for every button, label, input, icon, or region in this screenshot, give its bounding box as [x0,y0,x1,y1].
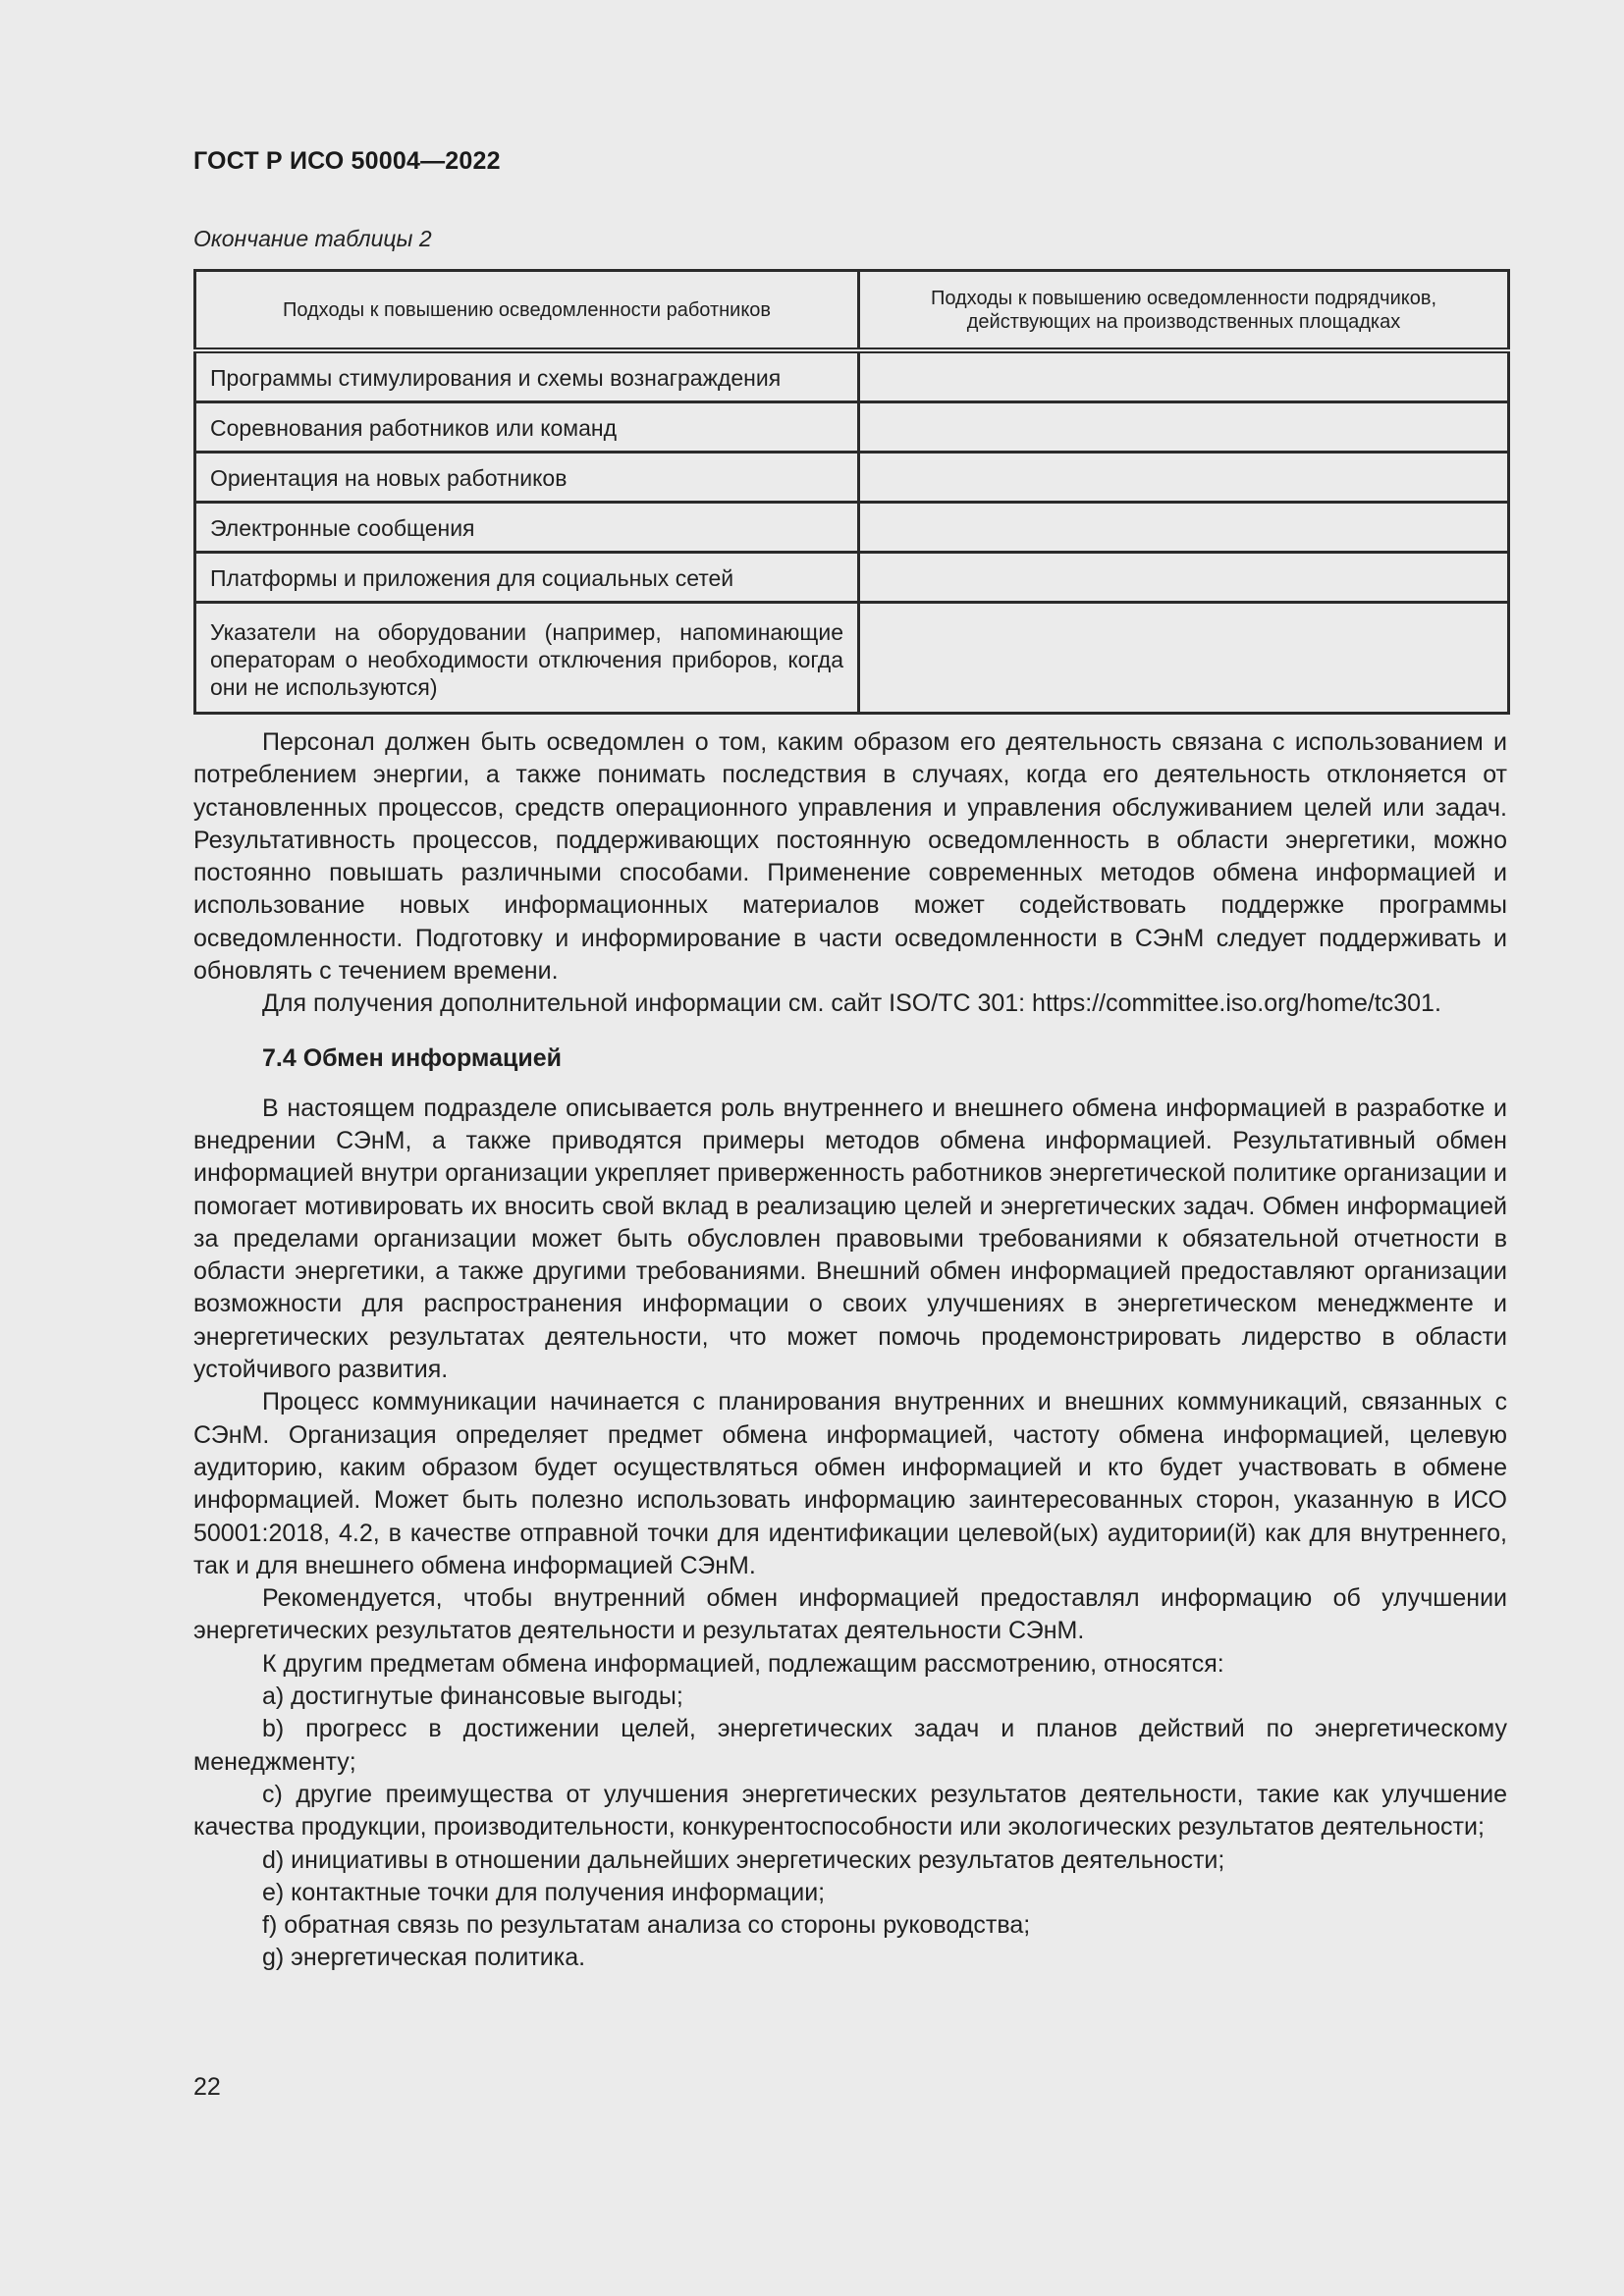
table-row [195,503,1509,553]
list-item: a) достигнутые финансовые выгоды; [262,1682,683,1711]
list-item: f) обратная связь по результатам анализа со стороны руководства; [262,1911,1031,1940]
list-item: g) энергетическая политика. [262,1944,586,1972]
page-number: 22 [193,2073,221,2101]
paragraph: К другим предметам обмена информацией, подлежащим рассмотрению, относятся: [262,1649,1224,1678]
table-caption: Окончание таблицы 2 [193,226,432,251]
awareness-table [193,269,1510,715]
table-row [195,350,1509,402]
column-header-employees: Подходы к повышению осведомленности работников [195,271,859,351]
paragraph: Рекомендуется, чтобы внутренний обмен информацией предоставлял информацию об улучшении энергетических результатов деятельности и результатах деятельности СЭнМ. [193,1584,1507,1645]
table-row [195,553,1509,603]
table-cell: Соревнования работников или команд [195,402,859,453]
table-cell-empty [859,350,1509,402]
table-cell-empty [859,402,1509,453]
standard-header: ГОСТ Р ИСО 50004—2022 [193,147,501,175]
column-header-contractors: Подходы к повышению осведомленности подрядчиков, действующих на производственных площадках [859,271,1509,351]
table-row [195,603,1509,714]
table-cell-empty [859,553,1509,603]
table-cell-empty [859,453,1509,503]
paragraph: Персонал должен быть осведомлен о том, каким образом его деятельность связана с использованием и потреблением энергии, а также понимать последствия в случаях, когда его деятельность отклоняется от установленных процессов, средств операционного управления и управления обслуживанием целей или задач. Результативность процессов, поддерживающих постоянную осведомленность в области энергетики, можно постоянно повышать различными способами. Применение современных методов обмена информацией и использование новых информационных материалов может содействовать поддержке программы осведомленности. Подготовку и информирование в части осведомленности в СЭнМ следует поддерживать и обновлять с течением времени. [193,728,1507,986]
table-cell-empty [859,503,1509,553]
table-cell: Электронные сообщения [195,503,859,553]
table-header-row [195,271,1509,351]
section-heading: 7.4 Обмен информацией [262,1043,563,1072]
paragraph: Процесс коммуникации начинается с планирования внутренних и внешних коммуникаций, связанных с СЭнМ. Организация определяет предмет обмена информацией, частоту обмена информацией, целевую аудиторию, каким образом будет осуществляться обмен информацией и кто будет участвовать в обмене информацией. Может быть полезно использовать информацию заинтересованных сторон, указанную в ИСО 50001:2018, 4.2, в качестве отправной точки для идентификации целевой(ых) аудитории(й) как для внутреннего, так и для внешнего обмена информацией СЭнМ. [193,1388,1507,1579]
table-cell: Указатели на оборудовании (например, напоминающие операторам о необходимости отключения приборов, когда они не используются) [195,603,859,714]
table-cell: Ориентация на новых работников [195,453,859,503]
list-item: d) инициативы в отношении дальнейших энергетических результатов деятельности; [262,1845,1225,1874]
body-text [193,726,1507,1975]
table-row [195,402,1509,453]
table-cell: Платформы и приложения для социальных сетей [195,553,859,603]
list-item: c) другие преимущества от улучшения энергетических результатов деятельности, такие как улучшение качества продукции, производительности, конкурентоспособности или экологических результатов деятельности; [193,1780,1507,1842]
table-cell-empty [859,603,1509,714]
table-row [195,453,1509,503]
list-item: e) контактные точки для получения информации; [262,1878,826,1906]
paragraph: Для получения дополнительной информации см. сайт ISO/TC 301: https://committee.iso.org/home/tc301. [262,989,1441,1018]
paragraph: В настоящем подразделе описывается роль внутреннего и внешнего обмена информацией в разработке и внедрении СЭнМ, а также приводятся примеры методов обмена информацией. Результативный обмен информацией внутри организации укрепляет приверженность работников энергетической политике организации и помогает мотивировать их вносить свой вклад в реализацию целей и энергетических задач. Обмен информацией за пределами организации может быть обусловлен правовыми требованиями к обязательной отчетности в области энергетики, а также другими требованиями. Внешний обмен информацией предоставляют организации возможности для распространения информации о своих улучшениях в энергетическом менеджменте и энергетических результатах деятельности, что может помочь продемонстрировать лидерство в области устойчивого развития. [193,1094,1507,1384]
table-cell: Программы стимулирования и схемы вознаграждения [195,350,859,402]
list-item: b) прогресс в достижении целей, энергетических задач и планов действий по энергетическому менеджменту; [193,1715,1507,1776]
